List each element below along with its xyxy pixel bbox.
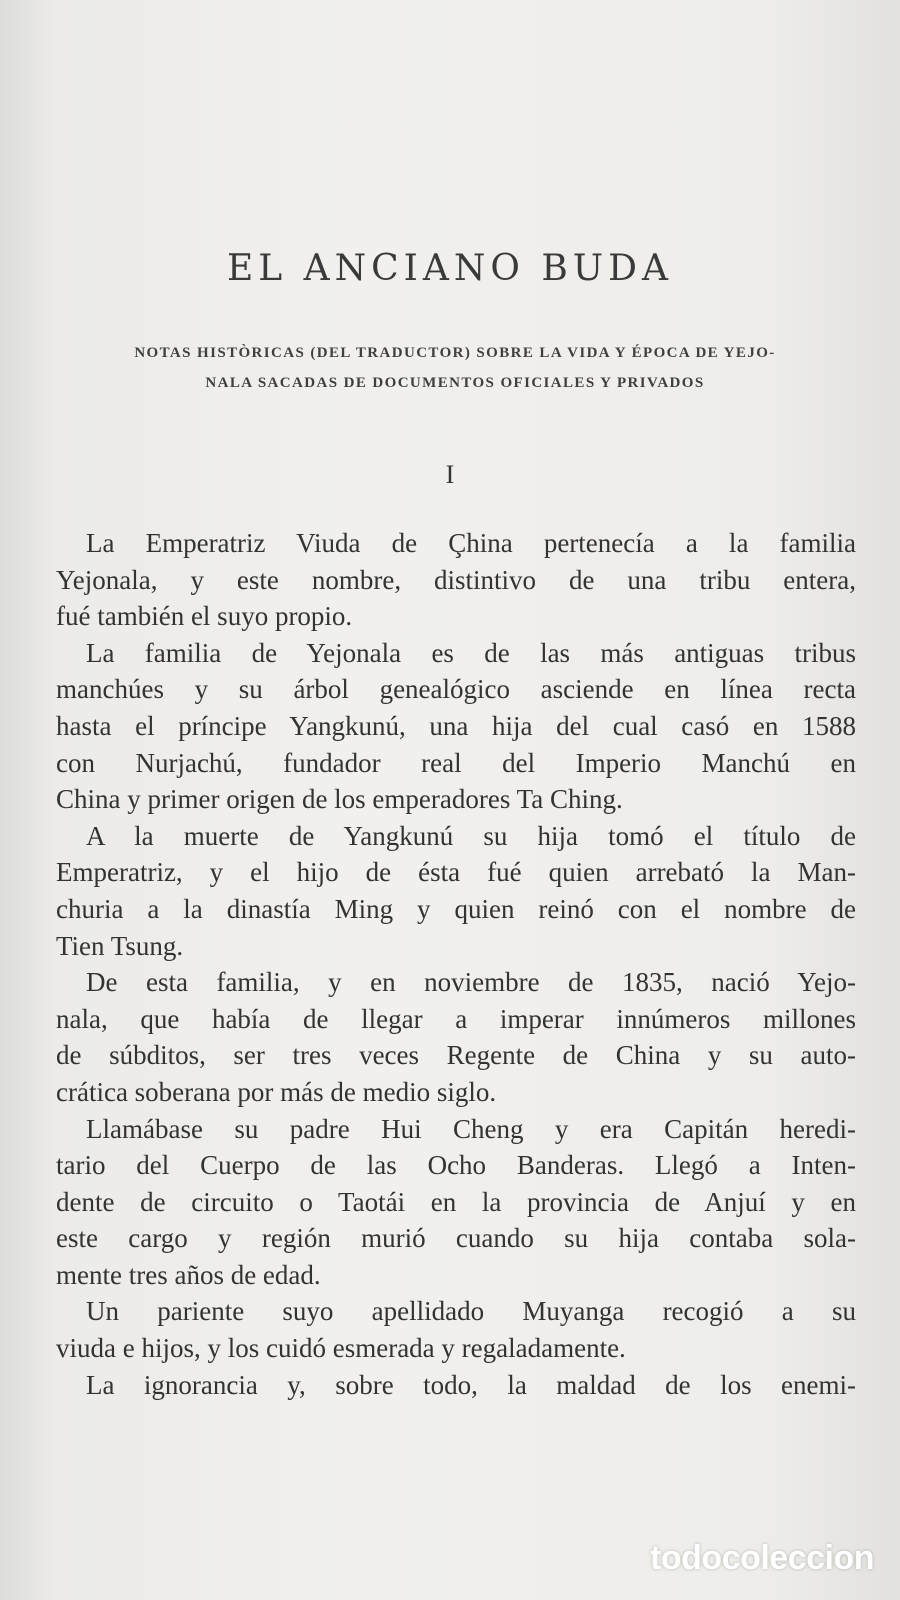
text-line: La Emperatriz Viuda de Çhina pertenecía a la familia xyxy=(86,528,856,558)
text-line: A la muerte de Yangkunú su hija tomó el título de xyxy=(86,820,856,851)
text-line: La familia de Yejonala es de las más antiguas tribus xyxy=(86,637,856,668)
text-line: fué también el suyo propio. xyxy=(56,601,353,632)
text-line: con Nurjachú, fundador real del Imperio Manchú en xyxy=(56,747,856,778)
paragraph xyxy=(56,525,856,635)
body-text xyxy=(56,525,856,1403)
subtitle-line: NOTAS HISTÒRICAS (DEL TRADUCTOR) SOBRE LA VIDA Y ÉPOCA DE YEJO- xyxy=(134,345,776,361)
text-line: manchúes y su árbol genealógico asciende en línea recta xyxy=(56,674,856,705)
subtitle-line: NALA SACADAS DE DOCUMENTOS OFICIALES Y PRIVADOS xyxy=(205,375,705,391)
text-line: hasta el príncipe Yangkunú, una hija del cual casó en 1588 xyxy=(56,710,856,741)
text-line: este cargo y región murió cuando su hija contaba sola- xyxy=(56,1223,856,1254)
paragraph xyxy=(56,635,856,818)
paragraph xyxy=(56,964,856,1110)
paragraph xyxy=(56,818,856,964)
paragraph xyxy=(56,1293,856,1366)
text-line: churia a la dinastía Ming y quien reinó con el nombre de xyxy=(56,893,856,924)
text-line: Llamábase su padre Hui Cheng y era Capitán heredi- xyxy=(86,1113,856,1144)
paragraph xyxy=(56,1111,856,1294)
text-line: De esta familia, y en noviembre de 1835, nació Yejo- xyxy=(86,967,856,998)
text-line: Tien Tsung. xyxy=(56,930,184,961)
section-number: I xyxy=(445,460,455,489)
text-line: Emperatriz, y el hijo de ésta fué quien arrebató la Man- xyxy=(56,857,856,888)
text-line: Un pariente suyo apellidado Muyanga recogió a su xyxy=(86,1296,856,1327)
text-line: nala, que había de llegar a imperar innúmeros millones xyxy=(56,1003,856,1034)
text-line: dente de circuito o Taotái en la provincia de Anjuí y en xyxy=(56,1186,856,1217)
text-line: Yejonala, y este nombre, distintivo de una tribu entera, xyxy=(56,564,856,595)
chapter-title: EL ANCIANO BUDA xyxy=(226,248,673,289)
text-line: tario del Cuerpo de las Ocho Banderas. Llegó a Inten- xyxy=(56,1150,856,1181)
text-line: La ignorancia y, sobre todo, la maldad de los enemi- xyxy=(86,1369,856,1400)
text-line: viuda e hijos, y los cuidó esmerada y regaladamente. xyxy=(56,1333,626,1364)
text-line: China y primer origen de los emperadores Ta Ching. xyxy=(56,784,623,815)
watermark-logo: todocoleccion xyxy=(650,1539,874,1577)
text-line: mente tres años de edad. xyxy=(56,1259,321,1290)
text-line: de súbditos, ser tres veces Regente de China y su auto- xyxy=(56,1040,856,1071)
text-line: crática soberana por más de medio siglo. xyxy=(56,1076,497,1107)
chapter-subtitle xyxy=(60,338,850,398)
paragraph xyxy=(56,1367,856,1404)
